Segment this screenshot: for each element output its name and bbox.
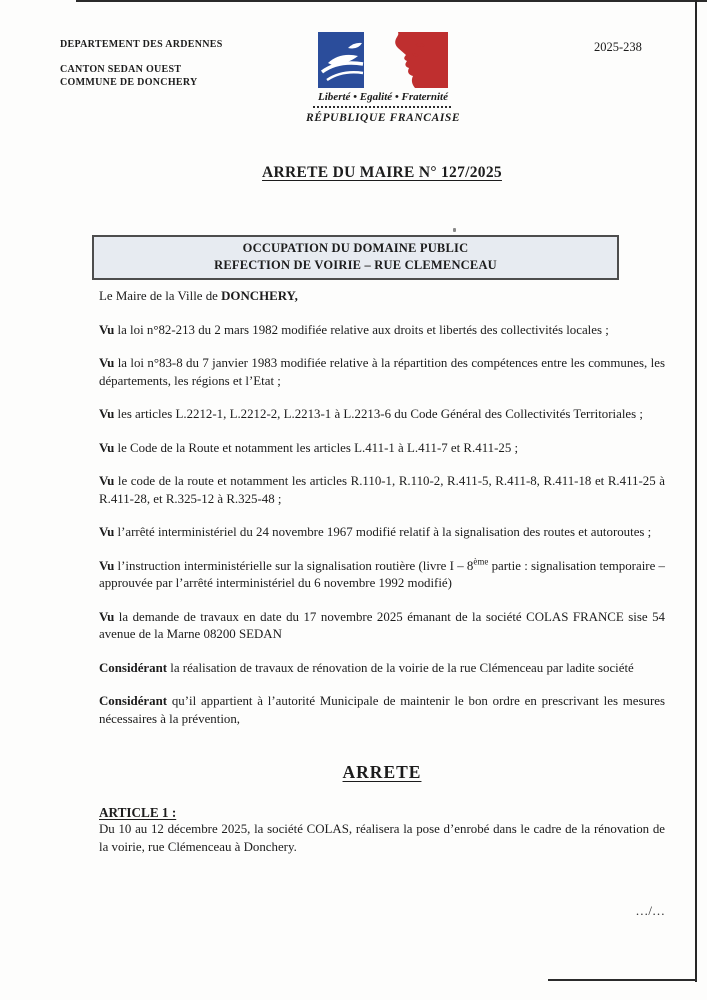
clause-vu-2: [99, 355, 665, 390]
reference-number: 2025-238: [594, 40, 642, 54]
clause-considerant-2: [99, 693, 665, 728]
commune-label: COMMUNE DE DONCHERY: [60, 77, 198, 88]
decree-heading-text: ARRETE: [342, 762, 422, 782]
clause-lead: Vu: [99, 525, 115, 539]
document-title: ARRETE DU MAIRE N° 127/2025: [262, 164, 502, 181]
clause-vu-7: [99, 558, 665, 593]
article-1-label: ARTICLE 1 :: [99, 804, 177, 820]
clause-lead: Considérant: [99, 694, 168, 708]
department-label: DEPARTEMENT DES ARDENNES: [60, 39, 223, 50]
clause-text: la réalisation de travaux de rénovation de la voirie de la rue Clémenceau par ladite société: [167, 660, 634, 675]
clause-lead: Vu: [99, 440, 115, 455]
clause-vu-5: [99, 473, 665, 508]
subject-box: [92, 235, 619, 280]
preamble-intro: [99, 288, 665, 306]
clause-lead: Vu: [99, 558, 115, 573]
clause-vu-4: [99, 440, 665, 458]
clause-text: les articles L.2212-1, L.2212-2, L.2213-1 à L.2213-6 du Code Général des Collectivités Territoriales ;: [114, 407, 643, 421]
clause-lead: Vu: [99, 407, 115, 421]
letterhead-issuer: [60, 38, 223, 89]
logo-republic-label: RÉPUBLIQUE FRANCAISE: [306, 112, 461, 124]
clause-text: le code de la route et notamment les articles R.110-1, R.110-2, R.411-5, R.411-8, R.411-18 et R.411-25 à R.411-28, et R.325-12 à R.325-48 ;: [99, 474, 665, 506]
subject-line-2: REFECTION DE VOIRIE – RUE CLEMENCEAU: [214, 258, 497, 272]
logo-motto: Liberté • Egalité • Fraternité: [318, 91, 448, 103]
clause-lead: Vu: [99, 474, 115, 488]
decree-heading: [99, 764, 665, 784]
scan-edge-right: [695, 0, 697, 982]
clause-lead: Vu: [99, 322, 115, 337]
clause-text: l’arrêté interministériel du 24 novembre 1967 modifié relatif à la signalisation des routes et autoroutes ;: [114, 525, 652, 539]
clause-superscript: ème: [473, 556, 489, 567]
clause-text: qu’il appartient à l’autorité Municipale de maintenir le bon ordre en prescrivant les mesures nécessaires à la prévention,: [99, 694, 665, 726]
clause-text: le Code de la Route et notamment les articles L.411-1 à L.411-7 et R.411-25 ;: [114, 440, 519, 455]
clause-vu-1: [99, 322, 665, 340]
clause-vu-6: [99, 524, 665, 542]
clause-text: l’instruction interministérielle sur la signalisation routière (livre I – 8: [114, 558, 474, 573]
intro-commune-name: DONCHERY,: [221, 289, 298, 303]
republique-francaise-logo-block: [306, 32, 460, 124]
marianne-logo-icon: [318, 32, 448, 88]
clause-text: la demande de travaux en date du 17 novembre 2025 émanant de la société COLAS FRANCE sise 54 avenue de la Marne 08200 SEDAN: [99, 609, 665, 641]
clause-lead: Vu: [99, 609, 115, 624]
clause-lead: Considérant: [99, 660, 168, 675]
clause-text: la loi n°83-8 du 7 janvier 1983 modifiée relative à la répartition des compétences entre les communes, les départements, les régions et l’Etat ;: [99, 356, 665, 388]
clause-lead: Vu: [99, 356, 115, 370]
document-body: [99, 288, 665, 920]
continuation-mark: …/…: [635, 903, 665, 918]
canton-label: CANTON SEDAN OUEST: [60, 64, 182, 75]
subject-line-1: OCCUPATION DU DOMAINE PUBLIC: [242, 241, 469, 255]
clause-text: partie : signalisation temporaire – approuvée par l’arrêté interministériel du 6 novembre 1992 modifié): [99, 558, 665, 590]
clause-text: la loi n°82-213 du 2 mars 1982 modifiée relative aux droits et libertés des collectivités locales ;: [114, 322, 609, 337]
clause-vu-8: [99, 609, 665, 644]
scan-edge-top: [76, 0, 707, 2]
clause-considerant-1: [99, 660, 665, 678]
clause-vu-3: [99, 406, 665, 424]
scan-speck: [453, 228, 456, 232]
scan-edge-bottom: [548, 979, 697, 981]
article-1-text: Du 10 au 12 décembre 2025, la société COLAS, réalisera la pose d’enrobé dans le cadre de la rénovation de la voirie, rue Clémenceau à Donchery.: [99, 822, 665, 854]
intro-text: Le Maire de la Ville de: [99, 289, 222, 303]
logo-divider: [313, 106, 453, 108]
